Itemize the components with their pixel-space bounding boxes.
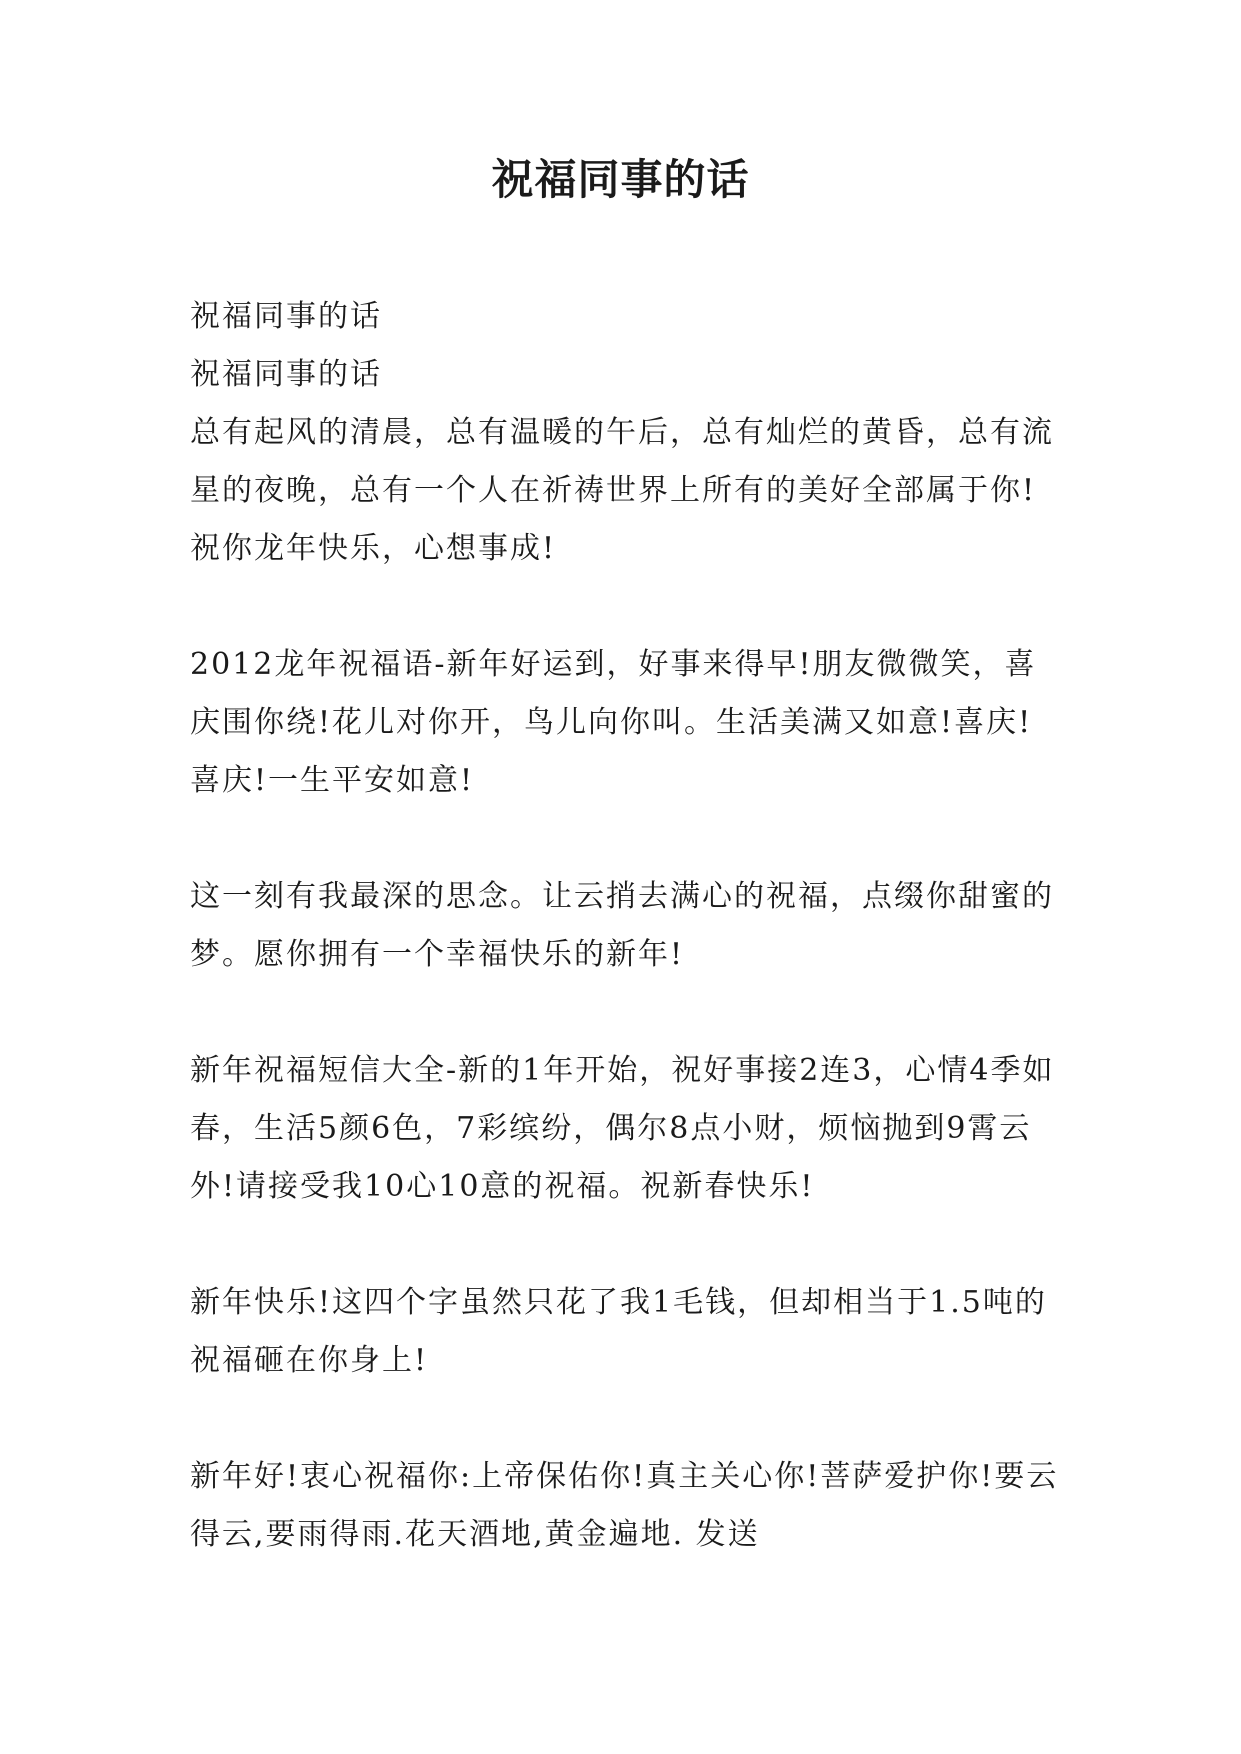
paragraph: 这一刻有我最深的思念。让云捎去满心的祝福，点缀你甜蜜的梦。愿你拥有一个幸福快乐的新年!: [190, 879, 1054, 972]
subtitle-line: 祝福同事的话: [190, 357, 382, 392]
paragraph: 新年好!衷心祝福你:上帝保佑你!真主关心你!菩萨爱护你!要云得云,要雨得雨.花天酒地,黄金遍地. 发送: [190, 1459, 1059, 1552]
paragraph: 新年快乐!这四个字虽然只花了我1毛钱，但却相当于1.5吨的祝福砸在你身上!: [190, 1285, 1047, 1378]
document-body: [190, 288, 1060, 1564]
subtitle-line: 祝福同事的话: [190, 299, 382, 334]
document-title: 祝福同事的话: [491, 155, 750, 204]
paragraph: 总有起风的清晨，总有温暖的午后，总有灿烂的黄昏，总有流星的夜晚，总有一个人在祈祷世界上所有的美好全部属于你!祝你龙年快乐，心想事成!: [190, 415, 1054, 566]
paragraph: 新年祝福短信大全-新的1年开始，祝好事接2连3，心情4季如春，生活5颜6色，7彩缤纷，偶尔8点小财，烦恼抛到9霄云外!请接受我10心10意的祝福。祝新春快乐!: [190, 1053, 1055, 1204]
paragraph: 2012龙年祝福语-新年好运到，好事来得早!朋友微微笑，喜庆围你绕!花儿对你开，鸟儿向你叫。生活美满又如意!喜庆!喜庆!一生平安如意!: [190, 647, 1037, 798]
